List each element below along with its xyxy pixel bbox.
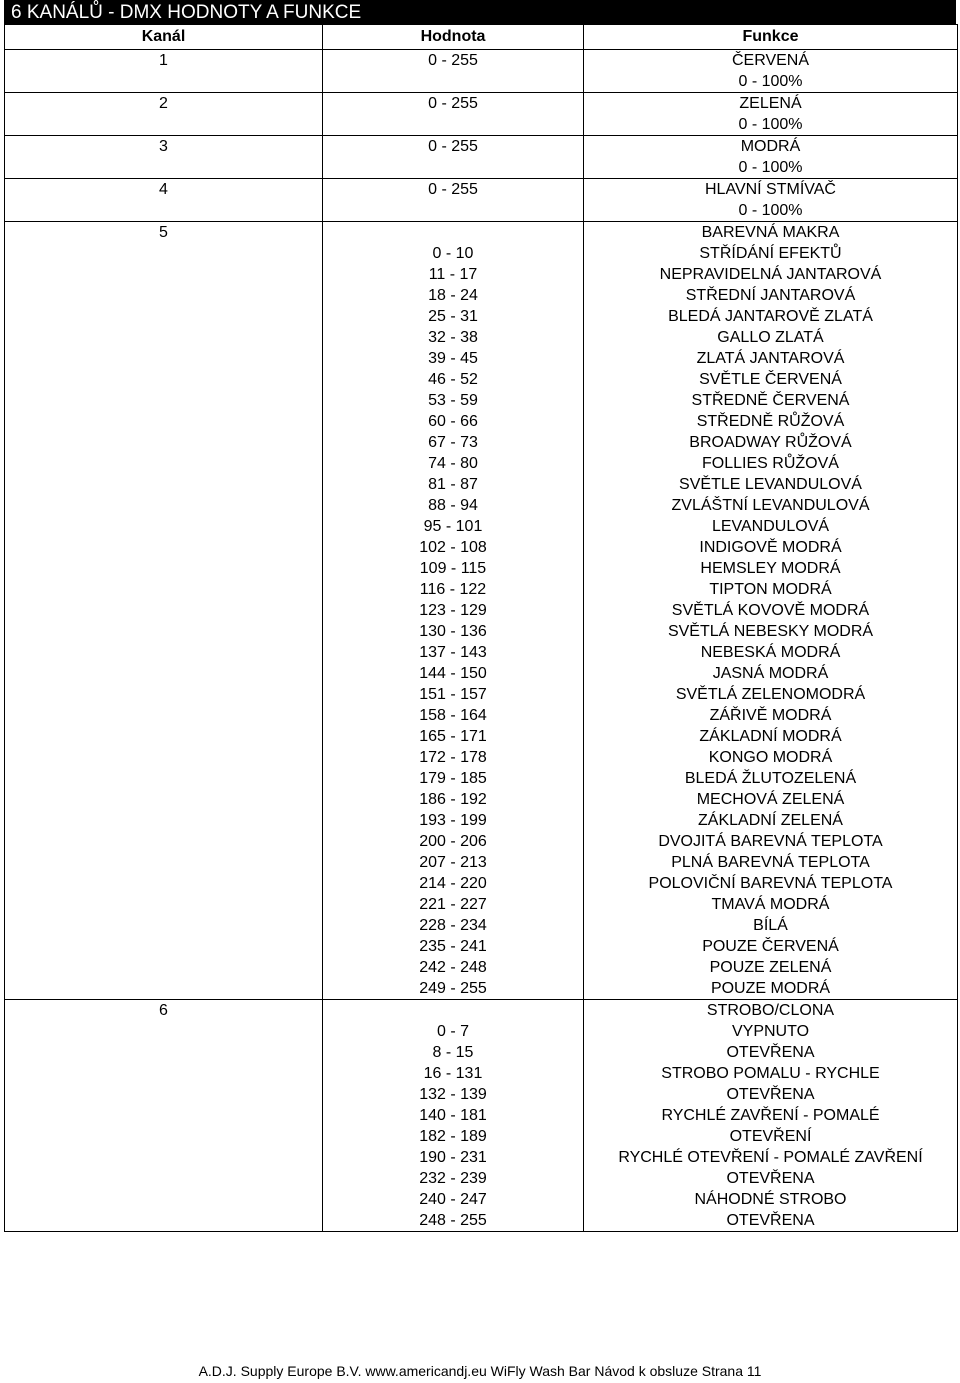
header-value: Hodnota — [323, 25, 584, 50]
table-body — [5, 50, 958, 1232]
dmx-value-range: 16 - 131 — [423, 1065, 483, 1082]
dmx-value-range: 60 - 66 — [428, 413, 478, 430]
value-cell — [323, 50, 584, 93]
dmx-function-label: RYCHLÉ OTEVŘENÍ - POMALÉ ZAVŘENÍ — [618, 1149, 923, 1166]
dmx-value-range: 0 - 255 — [428, 138, 478, 155]
dmx-function-label: NÁHODNÉ STROBO — [694, 1191, 847, 1208]
dmx-value-range: 186 - 192 — [419, 791, 487, 808]
header-channel: Kanál — [5, 25, 323, 50]
page-title: 6 KANÁLŮ - DMX HODNOTY A FUNKCE — [4, 0, 956, 24]
function-cell — [584, 1000, 958, 1232]
value-cell — [323, 93, 584, 136]
dmx-value-range: 95 - 101 — [423, 518, 483, 535]
dmx-value-range: 81 - 87 — [428, 476, 478, 493]
header-function: Funkce — [584, 25, 958, 50]
dmx-value-range: 0 - 10 — [432, 245, 474, 262]
dmx-value-range: 179 - 185 — [419, 770, 487, 787]
dmx-value-range: 235 - 241 — [419, 938, 487, 955]
function-cell — [584, 136, 958, 179]
dmx-function-label: SVĚTLÁ ZELENOMODRÁ — [675, 686, 866, 703]
dmx-function-label: INDIGOVĚ MODRÁ — [699, 539, 842, 556]
dmx-value-range: 88 - 94 — [428, 497, 478, 514]
dmx-function-label: FOLLIES RŮŽOVÁ — [702, 455, 839, 472]
dmx-function-label: SVĚTLÁ KOVOVĚ MODRÁ — [671, 602, 870, 619]
dmx-value-range: 130 - 136 — [419, 623, 487, 640]
dmx-function-label: MODRÁ — [740, 138, 801, 155]
dmx-value-range: 53 - 59 — [428, 392, 478, 409]
dmx-value-range: 102 - 108 — [419, 539, 487, 556]
dmx-value-range: 123 - 129 — [419, 602, 487, 619]
dmx-value-range: 172 - 178 — [419, 749, 487, 766]
dmx-function-label: MECHOVÁ ZELENÁ — [696, 791, 845, 808]
dmx-function-label: OTEVŘENA — [726, 1212, 815, 1229]
dmx-function-label: ZÁŘIVĚ MODRÁ — [709, 707, 832, 724]
dmx-value-range: 8 - 15 — [432, 1044, 474, 1061]
channel-number: 3 — [159, 138, 168, 155]
value-cell — [323, 222, 584, 1000]
dmx-function-label: 0 - 100% — [738, 116, 803, 133]
function-cell — [584, 50, 958, 93]
dmx-value-range: 193 - 199 — [419, 812, 487, 829]
dmx-function-label: STŘEDNÍ JANTAROVÁ — [685, 287, 856, 304]
dmx-value-range: 232 - 239 — [419, 1170, 487, 1187]
dmx-function-label: ZLATÁ JANTAROVÁ — [696, 350, 845, 367]
dmx-value-range: 228 - 234 — [419, 917, 487, 934]
channel-cell — [5, 50, 323, 93]
dmx-function-label: 0 - 100% — [738, 202, 803, 219]
value-cell — [323, 1000, 584, 1232]
table-row — [5, 136, 958, 179]
channel-cell — [5, 1000, 323, 1232]
dmx-function-label: BAREVNÁ MAKRA — [701, 224, 840, 241]
dmx-function-label: OTEVŘENA — [726, 1086, 815, 1103]
dmx-function-label: KONGO MODRÁ — [708, 749, 833, 766]
dmx-function-label: BLEDÁ JANTAROVĚ ZLATÁ — [668, 308, 873, 325]
table-row — [5, 93, 958, 136]
dmx-function-label: HEMSLEY MODRÁ — [700, 560, 841, 577]
function-cell — [584, 222, 958, 1000]
dmx-function-label: DVOJITÁ BAREVNÁ TEPLOTA — [658, 833, 883, 850]
dmx-function-label: STŘÍDÁNÍ EFEKTŮ — [699, 245, 842, 262]
channel-number: 1 — [159, 52, 168, 69]
dmx-value-range: 158 - 164 — [419, 707, 487, 724]
dmx-function-label: POUZE MODRÁ — [710, 980, 831, 997]
dmx-value-range — [323, 222, 583, 243]
dmx-value-range — [323, 157, 583, 178]
dmx-value-range: 144 - 150 — [419, 665, 487, 682]
dmx-function-label: STROBO/CLONA — [706, 1002, 835, 1019]
dmx-function-label: ZÁKLADNÍ MODRÁ — [699, 728, 842, 745]
dmx-function-label: POLOVIČNÍ BAREVNÁ TEPLOTA — [648, 875, 893, 892]
dmx-function-label: SVĚTLE LEVANDULOVÁ — [679, 476, 862, 493]
dmx-value-range: 0 - 255 — [428, 52, 478, 69]
channel-cell — [5, 136, 323, 179]
dmx-value-range: 190 - 231 — [419, 1149, 487, 1166]
dmx-function-label: ZELENÁ — [739, 95, 802, 112]
dmx-function-label: BLEDÁ ŽLUTOZELENÁ — [684, 770, 857, 787]
dmx-value-range: 242 - 248 — [419, 959, 487, 976]
channel-number: 5 — [159, 224, 168, 241]
function-cell — [584, 93, 958, 136]
dmx-value-range: 0 - 7 — [436, 1023, 469, 1040]
dmx-function-label: PLNÁ BAREVNÁ TEPLOTA — [671, 854, 870, 871]
value-cell — [323, 179, 584, 222]
channel-number: 6 — [159, 1002, 168, 1019]
dmx-value-range — [323, 71, 583, 92]
dmx-function-label: 0 - 100% — [738, 73, 803, 90]
table-row — [5, 179, 958, 222]
dmx-value-range: 116 - 122 — [419, 581, 487, 598]
channel-cell — [5, 93, 323, 136]
dmx-function-label: OTEVŘENÍ — [729, 1128, 812, 1145]
table-row — [5, 50, 958, 93]
dmx-function-label: STŘEDNĚ ČERVENÁ — [691, 392, 850, 409]
dmx-value-range: 140 - 181 — [419, 1107, 487, 1124]
dmx-value-range: 151 - 157 — [419, 686, 487, 703]
channel-number: 2 — [159, 95, 168, 112]
dmx-value-range — [323, 114, 583, 135]
dmx-function-label: STŘEDNĚ RŮŽOVÁ — [696, 413, 845, 430]
channel-number: 4 — [159, 181, 168, 198]
dmx-function-label: OTEVŘENA — [726, 1170, 815, 1187]
dmx-value-range: 207 - 213 — [419, 854, 487, 871]
table-row — [5, 1000, 958, 1232]
dmx-function-label: VYPNUTO — [731, 1023, 810, 1040]
dmx-function-label: RYCHLÉ ZAVŘENÍ - POMALÉ — [661, 1107, 880, 1124]
dmx-function-label: 0 - 100% — [738, 159, 803, 176]
dmx-value-range: 240 - 247 — [419, 1191, 487, 1208]
table-header-row — [5, 25, 958, 50]
dmx-function-label: ČERVENÁ — [731, 52, 810, 69]
dmx-function-label: ZVLÁŠTNÍ LEVANDULOVÁ — [671, 497, 870, 514]
dmx-value-range: 0 - 255 — [428, 181, 478, 198]
dmx-function-label: LEVANDULOVÁ — [711, 518, 830, 535]
dmx-value-range: 248 - 255 — [419, 1212, 487, 1229]
dmx-function-label: TMAVÁ MODRÁ — [711, 896, 830, 913]
page-footer: A.D.J. Supply Europe B.V. www.americandj.eu WiFly Wash Bar Návod k obsluze Strana 11 — [198, 1363, 762, 1379]
dmx-value-range: 46 - 52 — [428, 371, 478, 388]
dmx-value-range: 200 - 206 — [419, 833, 487, 850]
function-cell — [584, 179, 958, 222]
dmx-function-label: JASNÁ MODRÁ — [712, 665, 829, 682]
dmx-value-range — [323, 1000, 583, 1021]
channel-cell — [5, 179, 323, 222]
dmx-function-label: ZÁKLADNÍ ZELENÁ — [698, 812, 843, 829]
dmx-function-label: GALLO ZLATÁ — [717, 329, 824, 346]
dmx-function-label: POUZE ZELENÁ — [709, 959, 832, 976]
channel-cell — [5, 222, 323, 1000]
dmx-value-range: 18 - 24 — [428, 287, 478, 304]
dmx-value-range: 11 - 17 — [428, 266, 478, 283]
dmx-function-label: SVĚTLE ČERVENÁ — [699, 371, 842, 388]
dmx-value-range: 74 - 80 — [428, 455, 478, 472]
dmx-value-range: 39 - 45 — [428, 350, 478, 367]
dmx-function-label: POUZE ČERVENÁ — [702, 938, 839, 955]
dmx-value-range: 182 - 189 — [419, 1128, 487, 1145]
dmx-function-label: SVĚTLÁ NEBESKY MODRÁ — [667, 623, 874, 640]
dmx-function-label: OTEVŘENA — [726, 1044, 815, 1061]
dmx-value-range: 249 - 255 — [419, 980, 487, 997]
dmx-value-range: 0 - 255 — [428, 95, 478, 112]
dmx-value-range: 221 - 227 — [419, 896, 487, 913]
dmx-value-range: 137 - 143 — [419, 644, 487, 661]
dmx-value-range: 67 - 73 — [428, 434, 478, 451]
dmx-function-label: STROBO POMALU - RYCHLE — [661, 1065, 880, 1082]
dmx-value-range: 165 - 171 — [419, 728, 487, 745]
dmx-value-range — [323, 200, 583, 221]
dmx-function-label: BÍLÁ — [753, 917, 788, 934]
value-cell — [323, 136, 584, 179]
dmx-value-range: 32 - 38 — [428, 329, 478, 346]
dmx-function-label: BROADWAY RŮŽOVÁ — [689, 434, 852, 451]
dmx-function-label: TIPTON MODRÁ — [709, 581, 832, 598]
dmx-function-label: NEPRAVIDELNÁ JANTAROVÁ — [659, 266, 882, 283]
dmx-value-range: 132 - 139 — [419, 1086, 487, 1103]
table-row — [5, 222, 958, 1000]
dmx-value-range: 25 - 31 — [428, 308, 478, 325]
dmx-table — [4, 24, 958, 1232]
dmx-function-label: NEBESKÁ MODRÁ — [700, 644, 841, 661]
dmx-value-range: 214 - 220 — [419, 875, 487, 892]
dmx-value-range: 109 - 115 — [419, 560, 487, 577]
dmx-function-label: HLAVNÍ STMÍVAČ — [705, 181, 836, 198]
